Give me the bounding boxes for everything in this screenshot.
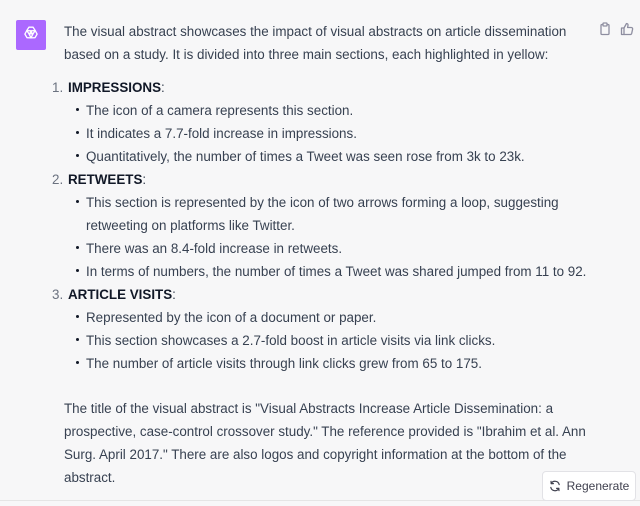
section-item: 3. ARTICLE VISITS: Represented by the icon of a document or paper. This section showcases a 2.7-fold boost in article visits via link clicks. The number of article visits through link clicks grew from 65 to 175. [64, 283, 592, 375]
section-title: ARTICLE VISITS [68, 287, 173, 302]
regenerate-button[interactable] [542, 471, 636, 501]
openai-logo-icon [21, 23, 41, 48]
section-number: 2. [52, 172, 64, 187]
list-item: In terms of numbers, the number of times a Tweet was shared jumped from 11 to 92. [68, 260, 592, 283]
section-title: IMPRESSIONS [68, 80, 162, 95]
intro-paragraph: The visual abstract showcases the impact of visual abstracts on article dissemination based on a study. It is divided into three main sections, each highlighted in yellow: [64, 24, 567, 62]
list-item: The icon of a camera represents this section. [68, 99, 592, 122]
refresh-icon [549, 480, 561, 492]
assistant-avatar [16, 20, 46, 50]
message-actions [598, 22, 634, 36]
list-item: It indicates a 7.7-fold increase in impressions. [68, 122, 592, 145]
list-item: Represented by the icon of a document or paper. [68, 306, 592, 329]
thumbs-up-icon[interactable] [620, 22, 634, 36]
section-number: 1. [52, 80, 64, 95]
regenerate-label: Regenerate [566, 479, 630, 493]
list-item: This section showcases a 2.7-fold boost in article visits via link clicks. [68, 329, 592, 352]
section-list [52, 76, 592, 375]
list-item: This section is represented by the icon of two arrows forming a loop, suggesting retweeting on platforms like Twitter. [68, 191, 592, 237]
section-item: 2. RETWEETS: This section is represented by the icon of two arrows forming a loop, suggesting retweeting on platforms like Twitter. There was an 8.4-fold increase in retweets. In terms of numbers, the number of times a Tweet was shared jumped from 11 to 92. [64, 168, 592, 283]
section-points [68, 306, 592, 375]
clipboard-icon[interactable] [598, 22, 612, 36]
list-item: Quantitatively, the number of times a Tweet was seen rose from 3k to 23k. [68, 145, 592, 168]
section-title: RETWEETS [68, 172, 143, 187]
section-points [68, 99, 592, 168]
section-points [68, 191, 592, 283]
list-item: There was an 8.4-fold increase in retweets. [68, 237, 592, 260]
message-content [52, 20, 592, 489]
section-number: 3. [52, 287, 64, 302]
section-item: 1. IMPRESSIONS: The icon of a camera represents this section. It indicates a 7.7-fold increase in impressions. Quantitatively, the number of times a Tweet was seen rose from 3k to 23k. [64, 76, 592, 168]
closing-paragraph: The title of the visual abstract is "Visual Abstracts Increase Article Dissemination: a prospective, case-control crossover study." The reference provided is "Ibrahim et al. Ann Surg. April 2017." There are also logos and copyright information at the bottom of the abstract. [64, 401, 586, 485]
list-item: The number of article visits through link clicks grew from 65 to 175. [68, 352, 592, 375]
